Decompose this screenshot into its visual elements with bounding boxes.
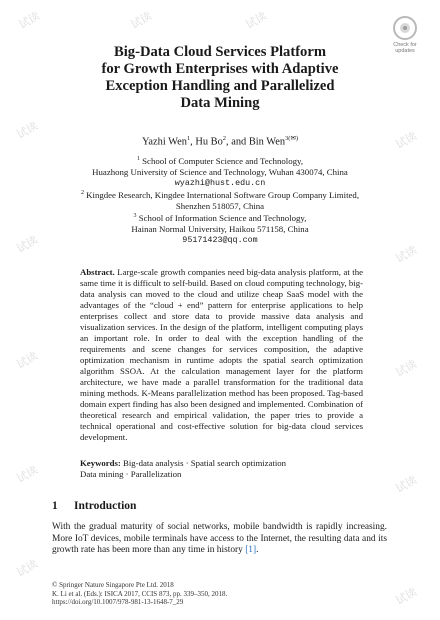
watermark: 试读 (128, 9, 155, 32)
section-heading: 1 Introduction (52, 500, 137, 512)
paper-title: Big-Data Cloud Services Platform for Growth Enterprises with Adaptive Exception Handling and Parallelized Data Mining (101, 44, 339, 111)
watermark: 试读 (393, 585, 420, 608)
watermark: 试读 (393, 129, 420, 152)
affiliation-3: $^3$ School of Information Science and Technology, Hainan Normal University, Haikou 571158, China 95171423@qq.com (40, 211, 400, 247)
intro-paragraph: With the gradual maturity of social networks, mobile bandwidth is rapidly increasing. More IoT devices, mobile terminals have access to the Internet, the resulting data and its growth rate has been more than any time in history [1]. (52, 522, 387, 555)
watermark: 试读 (393, 243, 420, 266)
affiliation-1: $^1$ School of Computer Science and Technology, Huazhong University of Science and Technology, Wuhan 430074, China wyazhi@hust.edu.cn (40, 154, 400, 190)
abstract (80, 267, 363, 443)
author-list: Yazhi Wen$^1$, Hu Bo$^2$, and Bin Wen$^{3(✉)}$ (141, 135, 299, 148)
crossmark-icon (393, 16, 417, 40)
author-email: 95171423@qq.com (182, 235, 258, 246)
watermark: 试读 (14, 119, 41, 142)
watermark: 试读 (16, 9, 43, 32)
watermark: 试读 (14, 233, 41, 256)
check-for-updates-badge[interactable] (390, 16, 420, 58)
watermark: 试读 (393, 357, 420, 380)
watermark: 试读 (14, 463, 41, 486)
watermark: 试读 (14, 557, 41, 580)
watermark: 试读 (14, 349, 41, 372)
keywords-label: Keywords: (80, 458, 121, 468)
watermark: 试读 (393, 473, 420, 496)
watermark: 试读 (243, 9, 270, 32)
author-email: wyazhi@hust.edu.cn (174, 178, 266, 189)
abstract-label: Abstract. (80, 267, 115, 277)
citation-link[interactable]: [1] (245, 545, 257, 555)
publication-footnote: © Springer Nature Singapore Pte Ltd. 2018 K. Li et al. (Eds.): ISICA 2017, CCIS 873, pp. 339–350, 2018. https://doi.org/10.1007/978-981-13-1648-7_29 (52, 581, 387, 607)
badge-text: Check for updates (393, 42, 417, 54)
keywords: Keywords: Big-data analysis · Spatial search optimization Data mining · Parallelization (80, 458, 287, 479)
abstract-text: Large-scale growth companies need big-data analysis platform, at the same time it is difficult to self-build. Based on cloud computing technology, big-data analysis can moved to the cloud and utilize cheap SaaS model with the advantages of the “cloud + end” pattern for enterprise applications to help enterprises collect and store data to provide massive data analysis and visualization services. In the design of the platform, intelligent computing plays an important role. In order to deal with the exception handling of the requirements and scene changes for services composition, the adaptive optimization mechanism in runtime adopts the spatial search optimization algorithm SSOA. At the calculation management layer for the platform architecture, we have made a parallel transformation for the traditional data mining methods. K-Means parallelization method has been proposed. Tag-based domain expert finding has also been designed and implemented. Combination of theoretical research and empirical validation, the paper tries to provide a technical operational and cost-effective solution for big-data cloud services development. (80, 267, 363, 442)
affiliation-2: $^2$ Kingdee Research, Kingdee International Software Group Company Limited, Shenzhen 518057, China (80, 189, 360, 212)
doi-link[interactable]: https://doi.org/10.1007/978-981-13-1648-7_29 (52, 598, 184, 607)
